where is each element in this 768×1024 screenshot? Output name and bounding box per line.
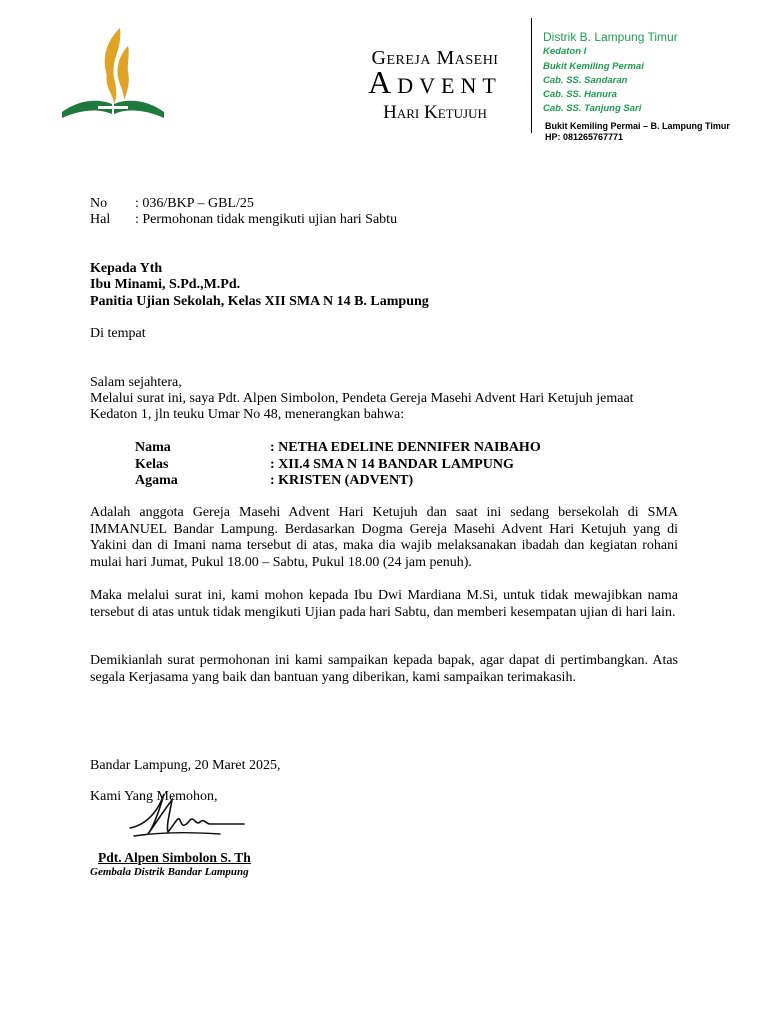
signer-title: Gembala Distrik Bandar Lampung — [90, 866, 249, 878]
body-paragraph-3: Demikianlah surat permohonan ini kami sampaikan kepada bapak, agar dapat di pertimbangkan. Atas segala Kerjasama yang baik dan bantuan yang diberikan, kami sampaikan terimakasih. — [90, 653, 678, 685]
no-value: : 036/BKP – GBL/25 — [135, 196, 254, 211]
no-label: No — [90, 196, 108, 211]
church-name-line3: Hari Ketujuh — [383, 102, 487, 123]
church-name-line2: Advent — [368, 64, 502, 100]
church-name-line1: Gereja Masehi — [371, 47, 499, 69]
student-name-label: Nama — [135, 440, 171, 455]
district-branch: Bukit Kemiling Permai — [543, 61, 644, 72]
body-paragraph-1: Adalah anggota Gereja Masehi Advent Hari Ketujuh dan saat ini sedang bersekolah di SMA IMMANUEL Bandar Lampung. Berdasarkan Dogma Gereja Masehi Advent Hari Ketujuh yang di Yakini dan di Imani nama tersebut di atas, maka dia wajib melaksanakan ibadah dan kegiatan rohani mulai hari Jumat, Pukul 18.00 – Sabtu, Pukul 18.00 (24 jam penuh). — [90, 505, 678, 570]
letterhead-phone: HP: 081265767771 — [545, 132, 624, 142]
recipient-place: Di tempat — [90, 326, 146, 341]
student-name-value: : NETHA EDELINE DENNIFER NAIBAHO — [270, 440, 541, 455]
district-branch: Cab. SS. Tanjung Sari — [543, 103, 642, 114]
hal-label: Hal — [90, 212, 111, 227]
student-class-value: : XII.4 SMA N 14 BANDAR LAMPUNG — [270, 457, 514, 472]
district-title: Distrik B. Lampung Timur — [543, 30, 678, 44]
recipient-org: Panitia Ujian Sekolah, Kelas XII SMA N 14 B. Lampung — [90, 294, 429, 309]
place-date: Bandar Lampung, 20 Maret 2025, — [90, 758, 281, 773]
district-branch: Cab. SS. Sandaran — [543, 75, 628, 86]
recipient-name: Ibu Minami, S.Pd.,M.Pd. — [90, 277, 241, 292]
header-divider — [531, 18, 532, 133]
recipient-greeting: Kepada Yth — [90, 261, 163, 276]
signature-icon — [120, 786, 250, 846]
student-class-label: Kelas — [135, 457, 169, 472]
letterhead-address: Bukit Kemiling Permai – B. Lampung Timur — [545, 121, 730, 131]
student-religion-value: : KRISTEN (ADVENT) — [270, 473, 414, 488]
intro-line2: Kedaton 1, jln teuku Umar No 48, menerangkan bahwa: — [90, 407, 405, 422]
district-branch: Kedaton I — [543, 46, 587, 57]
student-religion-label: Agama — [135, 473, 178, 488]
hal-value: : Permohonan tidak mengikuti ujian hari Sabtu — [135, 212, 398, 227]
body-paragraph-2: Maka melalui surat ini, kami mohon kepada Ibu Dwi Mardiana M.Si, untuk tidak mewajibkan nama tersebut di atas untuk tidak mengikuti Ujian pada hari Sabtu, dan memberi kesempatan ujian di hari lain. — [90, 588, 678, 620]
church-logo-icon — [58, 20, 168, 120]
salutation: Salam sejahtera, — [90, 375, 182, 390]
intro-line1: Melalui surat ini, saya Pdt. Alpen Simbolon, Pendeta Gereja Masehi Advent Hari Ketujuh jemaat — [90, 391, 634, 406]
district-branch: Cab. SS. Hanura — [543, 89, 617, 100]
signer-name: Pdt. Alpen Simbolon S. Th — [98, 850, 251, 865]
closing: Kami Yang Memohon, — [90, 789, 218, 804]
